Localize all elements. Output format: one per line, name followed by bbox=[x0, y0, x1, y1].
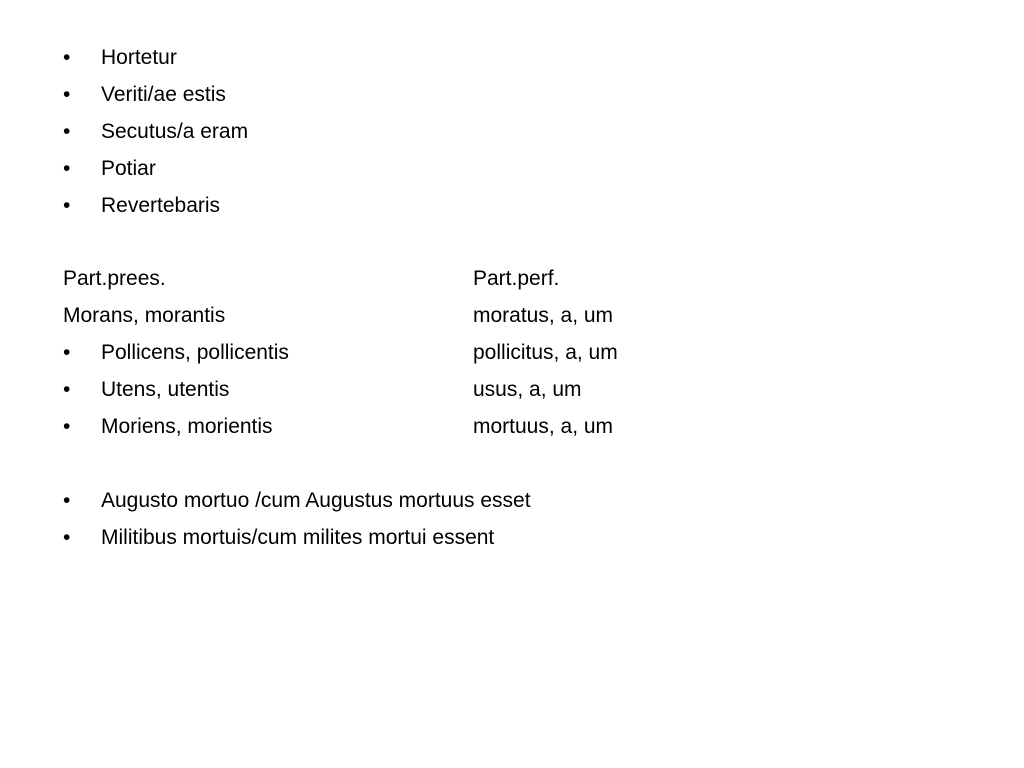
present-participle: Moriens, morientis bbox=[101, 415, 273, 438]
present-participle: Utens, utentis bbox=[101, 378, 230, 401]
bullet-icon: • bbox=[63, 83, 71, 106]
list-item-text: Militibus mortuis/cum milites mortui essent bbox=[101, 526, 495, 549]
list-item-text: Hortetur bbox=[101, 46, 177, 69]
perfect-participle: pollicitus, a, um bbox=[473, 341, 618, 364]
list-item-text: Augusto mortuo /cum Augustus mortuus esset bbox=[101, 489, 531, 512]
perfect-participle: usus, a, um bbox=[473, 378, 582, 401]
bullet-icon: • bbox=[63, 341, 71, 364]
bullet-icon: • bbox=[63, 415, 71, 438]
bullet-icon: • bbox=[63, 194, 71, 217]
list-item-text: Veriti/ae estis bbox=[101, 83, 226, 106]
present-participle-example: Morans, morantis bbox=[63, 304, 226, 327]
bullet-icon: • bbox=[63, 489, 71, 512]
bullet-icon: • bbox=[63, 120, 71, 143]
perfect-participle-header: Part.perf. bbox=[473, 267, 560, 290]
perfect-participle-example: moratus, a, um bbox=[473, 304, 614, 327]
list-item-text: Potiar bbox=[101, 157, 156, 180]
bullet-icon: • bbox=[63, 157, 71, 180]
bullet-icon: • bbox=[63, 46, 71, 69]
bullet-icon: • bbox=[63, 526, 71, 549]
present-participle-header: Part.prees. bbox=[63, 267, 166, 290]
perfect-participle: mortuus, a, um bbox=[473, 415, 614, 438]
list-item-text: Revertebaris bbox=[101, 194, 221, 217]
present-participle: Pollicens, pollicentis bbox=[101, 341, 289, 364]
bullet-icon: • bbox=[63, 378, 71, 401]
list-item-text: Secutus/a eram bbox=[101, 120, 249, 143]
